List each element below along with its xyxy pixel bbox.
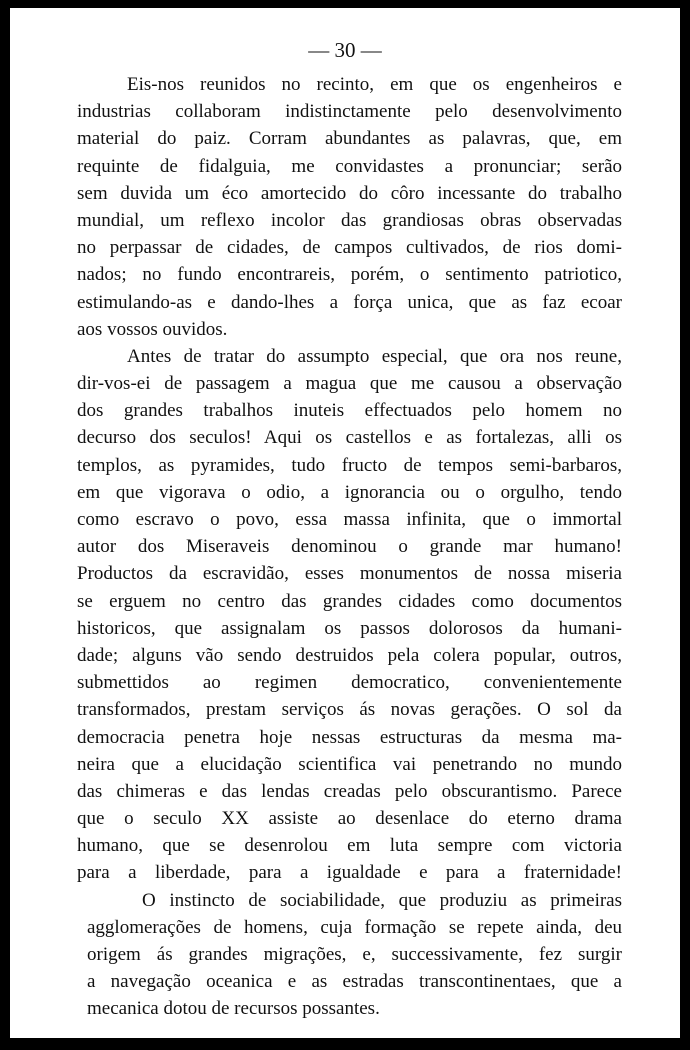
text-line: sem duvida um éco amortecido do côro incessante do trabalho (77, 182, 622, 204)
text-line: das chimeras e das lendas creadas pelo obscurantismo. Parece (77, 780, 622, 802)
text-line: dos grandes trabalhos inuteis effectuados pelo homem no (77, 400, 622, 422)
text-line: Productos da escravidão, esses monumentos de nossa miseria (77, 563, 622, 585)
text-line: dade; alguns vão sendo destruidos pela colera popular, outros, (77, 644, 622, 666)
text-line: historicos, que assignalam os passos dolorosos da humani- (77, 617, 622, 639)
body-text (77, 71, 622, 1023)
book-page (10, 8, 680, 1038)
text-line: transformados, prestam serviços ás novas gerações. O sol da (77, 699, 622, 721)
text-line: humano, que se desenrolou em luta sempre com victoria (77, 835, 622, 857)
text-line: industrias collaboram indistinctamente pelo desenvolvimento (77, 101, 622, 123)
paragraph-3 (77, 887, 622, 1023)
text-line: agglomerações de homens, cuja formação se repete ainda, deu (87, 916, 622, 938)
text-line: a navegação oceanica e as estradas transcontinentaes, que a (87, 971, 622, 993)
text-line: O instincto de sociabilidade, que produziu as primeiras (142, 889, 622, 911)
text-line: Antes de tratar do assumpto especial, que ora nos reune, (127, 345, 622, 367)
text-line: neira que a elucidação scientifica vai penetrando no mundo (77, 753, 622, 775)
paragraph-1 (77, 71, 622, 343)
text-line: requinte de fidalguia, me convidastes a pronunciar; serão (77, 155, 622, 177)
text-line: origem ás grandes migrações, e, successivamente, fez surgir (87, 944, 622, 965)
text-line: no perpassar de cidades, de campos cultivados, de rios domi- (77, 237, 622, 259)
text-line: que o seculo XX assiste ao desenlace do eterno drama (77, 808, 622, 830)
text-line: em que vigorava o odio, a ignorancia ou o orgulho, tendo (77, 481, 622, 503)
text-line: nados; no fundo encontrareis, porém, o sentimento patriotico, (77, 264, 622, 286)
text-line: material do paiz. Corram abundantes as palavras, que, em (77, 128, 622, 150)
text-line: Eis-nos reunidos no recinto, em que os engenheiros e (127, 74, 622, 95)
text-line: como escravo o povo, essa massa infinita, que o immortal (77, 509, 622, 530)
text-line: autor dos Miseraveis denominou o grande mar humano! (77, 536, 622, 558)
text-line: para a liberdade, para a igualdade e para a fraternidade! (77, 862, 622, 884)
text-line: decurso dos seculos! Aqui os castellos e as fortalezas, alli os (77, 427, 622, 449)
paragraph-2 (77, 343, 622, 887)
text-line: democracia penetra hoje nessas estructuras da mesma ma- (77, 726, 622, 748)
text-line: submettidos ao regimen democratico, convenientemente (77, 672, 622, 694)
text-line: aos vossos ouvidos. (77, 318, 228, 340)
text-line: mundial, um reflexo incolor das grandiosas obras observadas (77, 209, 622, 231)
page-number: — 30 — (308, 38, 382, 62)
text-line: estimulando-as e dando-lhes a força unica, que as faz ecoar (77, 291, 622, 313)
text-line: templos, as pyramides, tudo fructo de tempos semi-barbaros, (77, 454, 622, 476)
text-line: mecanica dotou de recursos possantes. (87, 998, 380, 1020)
text-line: dir-vos-ei de passagem a magua que me causou a observação (77, 373, 622, 395)
text-line: se erguem no centro das grandes cidades como documentos (77, 590, 622, 612)
